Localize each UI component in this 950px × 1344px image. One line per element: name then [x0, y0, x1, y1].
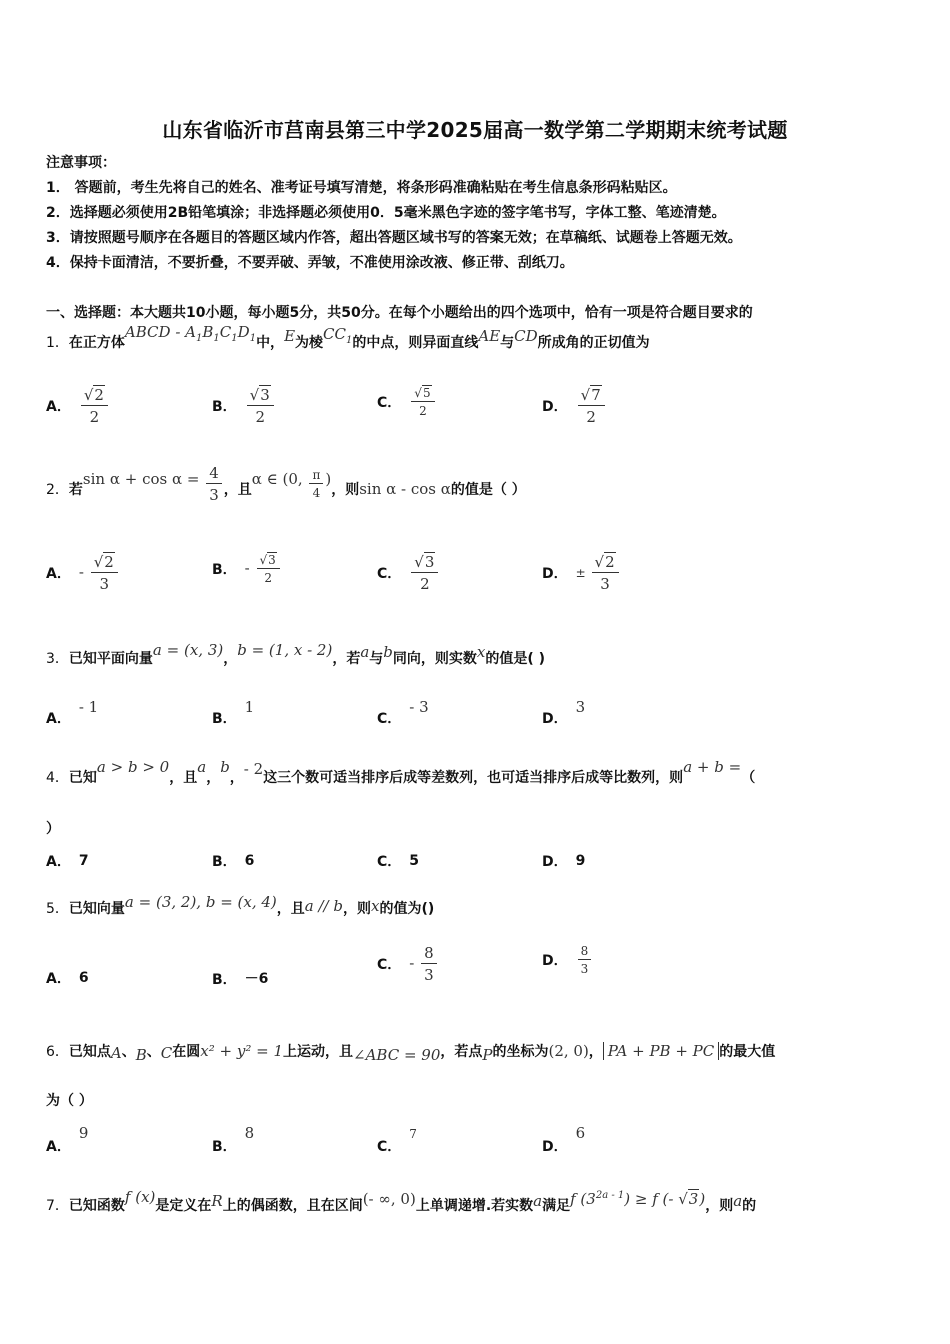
- q4-options: [46, 851, 926, 891]
- question-4-close: ）: [46, 821, 60, 837]
- option-c[interactable]: C． $\frac{√5}{2}$: [377, 386, 437, 418]
- notice-heading: 注意事项：: [46, 155, 116, 171]
- option-b[interactable]: B． －6: [212, 971, 269, 988]
- question-6: 6．已知点A、B、C在圆x² + y² = 1上运动，且∠ABC = 90，若点P的坐标为(2, 0)， PA + PB + PC 的最大值: [46, 1042, 776, 1064]
- option-a[interactable]: A． 6: [46, 970, 89, 987]
- question-1: 1．在正方体ABCD - $A_1B_1C_1D_1$中，E为棱$CC_1$的中点，则异面直线AE与CD所成角的正切值为: [46, 323, 650, 351]
- option-a[interactable]: A．9: [46, 1124, 89, 1155]
- option-b[interactable]: B． $\frac{√3}{2}$: [212, 386, 276, 426]
- option-d[interactable]: D． $\frac{√7}{2}$: [542, 386, 607, 426]
- question-3: 3．已知平面向量a = (x, 3)，b = (1, x - 2)，若a与b同向，则实数x的值是( ): [46, 641, 546, 667]
- option-d[interactable]: D． $\frac{8}{3}$: [542, 944, 593, 976]
- option-d[interactable]: D．3: [542, 698, 586, 727]
- question-2: 2．若sin α + cos α = $\frac{4}{3}$ ，且α ∈ (0, $\frac{\pi}{4}$ )，则sin α - cos α的值是（ ）: [46, 464, 526, 504]
- notice-item: 2．选择题必须使用2B铅笔填涂；非选择题必须使用0．5毫米黑色字迹的签字笔书写，字体工整、笔迹清楚。: [46, 205, 726, 221]
- option-c[interactable]: C． $\frac{√3}{2}$: [377, 553, 440, 593]
- option-a[interactable]: A． 7: [46, 853, 89, 870]
- option-a[interactable]: A． $\frac{√2}{2}$: [46, 386, 110, 426]
- q1-options: [46, 386, 926, 426]
- q5-options: [46, 944, 926, 988]
- q2-options: [46, 553, 926, 593]
- option-c[interactable]: C．7: [377, 1127, 417, 1155]
- q3-options: [46, 698, 926, 738]
- page-title: 山东省临沂市莒南县第三中学2025届高一数学第二学期期末统考试题: [162, 118, 788, 142]
- option-b[interactable]: B．1: [212, 698, 255, 727]
- option-b[interactable]: B． 6: [212, 853, 255, 870]
- option-c[interactable]: C．- 3: [377, 698, 429, 727]
- notice-item: 4．保持卡面清洁，不要折叠，不要弄破、弄皱，不准使用涂改液、修正带、刮纸刀。: [46, 255, 574, 271]
- notice-item: 1． 答题前，考生先将自己的姓名、准考证号填写清楚，将条形码准确粘贴在考生信息条形码粘贴区。: [46, 180, 677, 196]
- section-heading: 一、选择题：本大题共10小题，每小题5分，共50分。在每个小题给出的四个选项中，恰有一项是符合题目要求的: [46, 305, 753, 321]
- notice-item: 3．请按照题号顺序在各题目的答题区域内作答，超出答题区域书写的答案无效；在草稿纸、试题卷上答题无效。: [46, 230, 742, 246]
- option-d[interactable]: D． ± $\frac{√2}{3}$: [542, 553, 621, 593]
- q6-options: [46, 1124, 926, 1164]
- question-6-cont: 为（ ）: [46, 1093, 93, 1109]
- option-b[interactable]: B． - $\frac{√3}{2}$: [212, 553, 282, 585]
- option-b[interactable]: B．8: [212, 1124, 255, 1155]
- option-a[interactable]: A． - $\frac{√2}{3}$: [46, 553, 120, 593]
- question-4: 4．已知a > b > 0，且a，b，- 2这三个数可适当排序后成等差数列，也可适当排序后成等比数列，则a + b =（: [46, 758, 756, 786]
- option-c[interactable]: C． 5: [377, 853, 420, 870]
- question-5: 5．已知向量a = (3, 2), b = (x, 4)，且a // b，则x的值为(): [46, 893, 435, 917]
- option-d[interactable]: D．6: [542, 1124, 586, 1155]
- option-a[interactable]: A．- 1: [46, 698, 99, 727]
- option-d[interactable]: D． 9: [542, 853, 586, 870]
- question-7: 7．已知函数f (x)是定义在R上的偶函数，且在区间(- ∞, 0)上单调递增.若实数a满足f $(3^{2a - 1}) \ge f$ (- √3)，则a的: [46, 1188, 757, 1214]
- option-c[interactable]: C． - $\frac{8}{3}$: [377, 944, 439, 984]
